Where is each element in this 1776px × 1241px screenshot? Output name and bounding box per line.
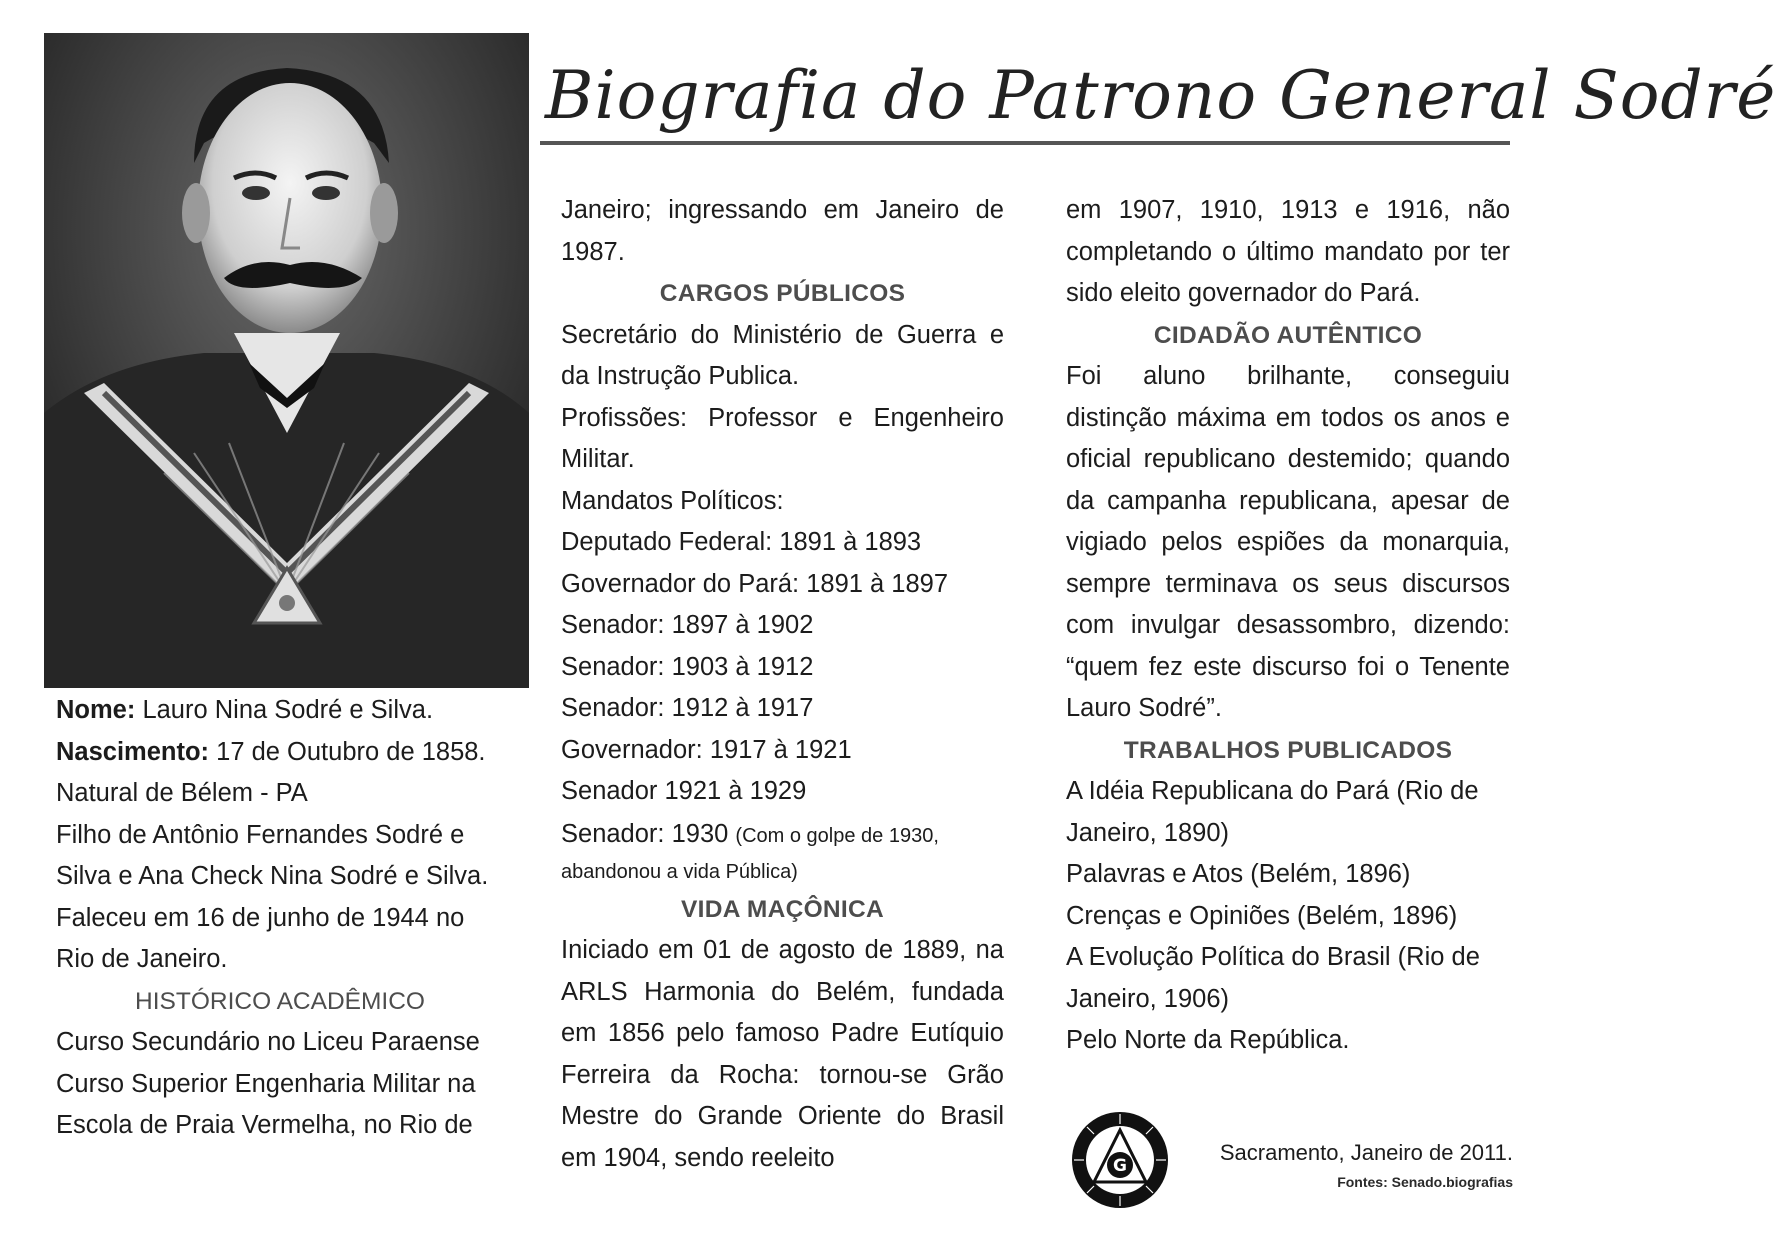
maconica-continuation: em 1907, 1910, 1913 e 1916, não completando o último mandato por ter sido eleito governador do Pará. <box>1066 196 1510 307</box>
page-title: Biografia do Patrono General Sodré <box>545 57 1776 134</box>
middle-column <box>561 190 1004 1179</box>
mandato-item: Governador: 1917 à 1921 <box>561 735 852 764</box>
nome-label: Nome: <box>56 696 136 724</box>
left-column <box>56 690 504 1147</box>
mandato-item: Senador 1921 à 1929 <box>561 777 807 805</box>
right-column <box>1066 190 1510 1062</box>
historico-heading: HISTÓRICO ACADÊMICO <box>135 987 425 1015</box>
historico-item-2: Curso Superior Engenharia Militar na Escola de Praia Vermelha, no Rio de <box>56 1069 476 1139</box>
vida-heading: VIDA MAÇÔNICA <box>680 895 885 923</box>
secretario-text: Secretário do Ministério de Guerra e da Instrução Publica. <box>561 320 1004 390</box>
natural-text: Natural de Bélem - PA <box>56 779 308 807</box>
filiacao-text: Filho de Antônio Fernandes Sodré e Silva e Ana Check Nina Sodré e Silva. Faleceu em 16 de junho de 1944 no Rio de Janeiro. <box>56 820 489 973</box>
trabalho-item: Pelo Norte da República. <box>1066 1026 1350 1054</box>
profissoes-text: Profissões: Professor e Engenheiro Militar. <box>561 403 1004 473</box>
nome-value: Lauro Nina Sodré e Silva. <box>142 696 434 724</box>
mandato-item: Senador: 1912 à 1917 <box>561 694 814 722</box>
emblem-letter: G <box>1113 1156 1127 1176</box>
academic-continuation: Janeiro; ingressando em Janeiro de 1987. <box>561 196 1004 266</box>
portrait-photo <box>44 33 529 688</box>
cargos-heading: CARGOS PÚBLICOS <box>659 280 906 307</box>
trabalho-item: A Evolução Política do Brasil (Rio de Janeiro, 1906) <box>1066 943 1480 1013</box>
trabalhos-heading: TRABALHOS PUBLICADOS <box>1123 736 1453 764</box>
masonic-emblem-icon <box>1070 1110 1170 1210</box>
mandato-item: Deputado Federal: 1891 à 1893 <box>561 528 922 556</box>
trabalho-item: Crenças e Opiniões (Belém, 1896) <box>1066 901 1458 930</box>
cidadao-text: Foi aluno brilhante, conseguiu distinção máxima em todos os anos e oficial republicano destemido; quando da campanha republicana, apesar de vigiado pelos espiões da monarquia, sempre terminava os seus discursos com invulgar desassombro, dizendo: “quem fez este discurso foi o Tenente Lauro Sodré”. <box>1066 362 1510 722</box>
historico-item-1: Curso Secundário no Liceu Paraense <box>56 1028 480 1056</box>
trabalho-item: Palavras e Atos (Belém, 1896) <box>1066 860 1411 888</box>
nascimento-label: Nascimento: <box>56 737 210 766</box>
mandato-item: Governador do Pará: 1891 à 1897 <box>561 569 949 598</box>
mandato-item: Senador: 1897 à 1902 <box>561 611 814 639</box>
senador-1930-note: (Com o golpe de 1930, abandonou a vida Pública) <box>561 824 939 883</box>
signature-line: Sacramento, Janeiro de 2011. <box>1219 1140 1513 1165</box>
mandatos-label: Mandatos Políticos: <box>561 486 784 515</box>
trabalho-item: A Idéia Republicana do Pará (Rio de Janeiro, 1890) <box>1066 777 1479 847</box>
vida-text: Iniciado em 01 de agosto de 1889, na ARLS Harmonia do Belém, fundada em 1856 pelo famoso Padre Eutíquio Ferreira da Rocha: tornou-se Grão Mestre do Grande Oriente do Brasil em 1904, sendo reeleito <box>561 936 1004 1172</box>
nascimento-value: 17 de Outubro de 1858. <box>216 737 486 766</box>
senador-1930: Senador: 1930 <box>561 819 729 848</box>
title-underline <box>540 141 1510 145</box>
mandato-item: Senador: 1903 à 1912 <box>561 652 814 681</box>
sources-line: Fontes: Senado.biografias <box>1337 1174 1513 1190</box>
cidadao-heading: CIDADÃO AUTÊNTICO <box>1153 321 1423 349</box>
